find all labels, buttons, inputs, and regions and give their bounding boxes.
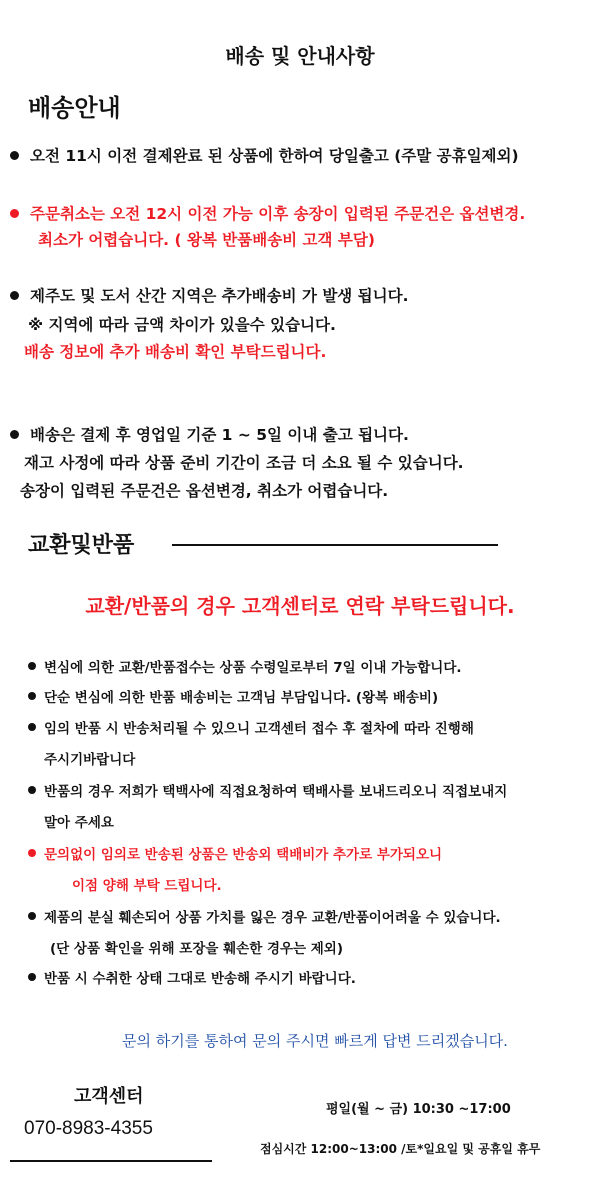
returns-notice: 교환/반품의 경우 고객센터로 연락 부탁드립니다. [85, 594, 515, 618]
shipping-item-line: ※ 지역에 따라 금액 차이가 있을수 있습니다. [28, 316, 336, 334]
shipping-item-line: 주문취소는 오전 12시 이전 가능 이후 송장이 입력된 주문건은 옵션변경. [30, 205, 526, 223]
bullet-icon [10, 291, 19, 300]
bullet-icon [28, 849, 36, 857]
customer-center-label: 고객센터 [74, 1086, 144, 1107]
returns-item-line: 반품 시 수취한 상태 그대로 반송해 주시기 바랍니다. [44, 971, 356, 987]
bullet-icon [10, 151, 19, 160]
bullet-icon [28, 912, 36, 920]
returns-item-line: 임의 반품 시 반송처리될 수 있으니 고객센터 접수 후 절차에 따라 진행해 [44, 721, 474, 737]
returns-item-line: 단순 변심에 의한 반품 배송비는 고객님 부담입니다. (왕복 배송비) [44, 690, 439, 706]
bullet-icon [28, 692, 36, 700]
shipping-heading: 배송안내 [28, 94, 121, 122]
returns-item-line: 이점 양해 부탁 드립니다. [72, 878, 222, 894]
returns-item-line: 말아 주세요 [44, 815, 114, 831]
shipping-item-line: 송장이 입력된 주문건은 옵션변경, 취소가 어렵습니다. [20, 482, 389, 500]
bullet-icon [28, 723, 36, 731]
shipping-item-line: 오전 11시 이전 결제완료 된 상품에 한하여 당일출고 (주말 공휴일제외) [30, 147, 519, 165]
returns-item-line: 문의없이 임의로 반송된 상품은 반송외 택배비가 추가로 부가되오니 [44, 847, 443, 863]
page-title: 배송 및 안내사항 [225, 44, 375, 68]
shipping-item-line: 최소가 어렵습니다. ( 왕복 반품배송비 고객 부담) [38, 231, 375, 249]
returns-item-line: 변심에 의한 교환/반품접수는 상품 수령일로부터 7일 이내 가능합니다. [44, 660, 462, 676]
returns-item-line: (단 상품 확인을 위해 포장을 훼손한 경우는 제외) [50, 941, 344, 957]
bullet-icon [28, 973, 36, 981]
inquiry-notice: 문의 하기를 통하여 문의 주시면 빠르게 답변 드리겠습니다. [122, 1032, 508, 1050]
heading-rule [172, 544, 498, 546]
returns-item-line: 주시기바랍니다 [44, 752, 136, 768]
returns-item-line: 제품의 분실 훼손되어 상품 가치를 잃은 경우 교환/반품이어려울 수 있습니다. [44, 910, 501, 926]
shipping-item-line: 제주도 및 도서 산간 지역은 추가배송비 가 발생 됩니다. [30, 287, 409, 305]
lunch-hours: 점심시간 12:00~13:00 /토*일요일 및 공휴일 휴무 [260, 1142, 541, 1156]
footer-rule [10, 1160, 212, 1162]
bullet-icon [28, 662, 36, 670]
returns-heading: 교환및반품 [28, 533, 135, 558]
shipping-item-line: 배송은 결제 후 영업일 기준 1 ~ 5일 이내 출고 됩니다. [30, 426, 409, 444]
shipping-item-line: 재고 사정에 따라 상품 준비 기간이 조금 더 소요 될 수 있습니다. [24, 454, 464, 472]
shipping-item-line: 배송 정보에 추가 배송비 확인 부탁드립니다. [24, 343, 327, 361]
customer-center-phone: 070-8983-4355 [24, 1118, 153, 1139]
bullet-icon [28, 786, 36, 794]
bullet-icon [10, 209, 19, 218]
returns-item-line: 반품의 경우 저희가 택백사에 직접요청하여 택배사를 보내드리오니 직접보내지 [44, 784, 508, 800]
bullet-icon [10, 430, 19, 439]
business-hours: 평일(월 ~ 금) 10:30 ~17:00 [326, 1102, 511, 1117]
